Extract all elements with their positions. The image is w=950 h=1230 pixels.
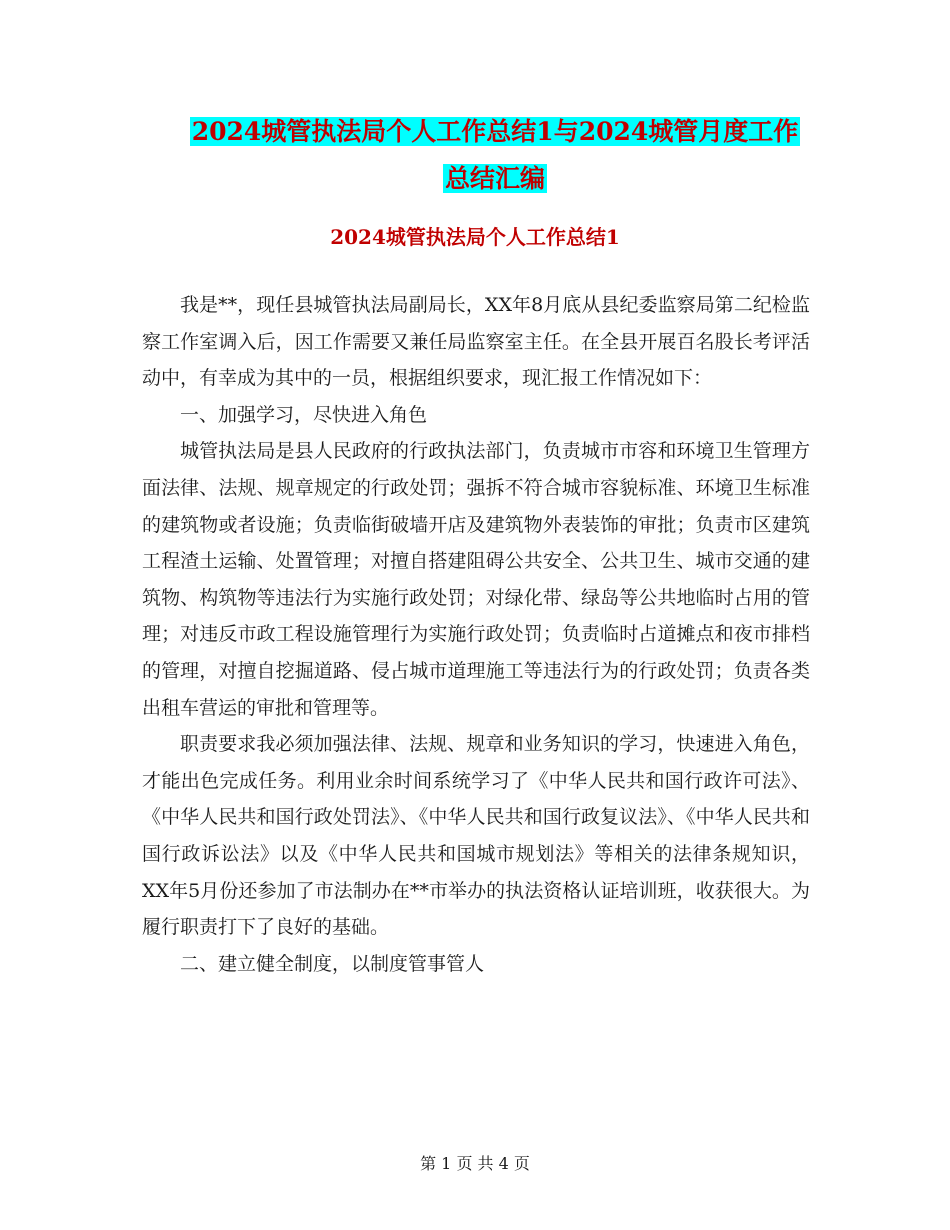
section-title: 2024城管执法局个人工作总结1 bbox=[330, 225, 620, 249]
paragraph-duties: 城管执法局是县人民政府的行政执法部门，负责城市市容和环境卫生管理方面法律、法规、规章规定的行政处罚；强拆不符合城市容貌标准、环境卫生标准的建筑物或者设施；负责临街破墙开店及建筑物外表装饰的审批；负责市区建筑工程渣土运输、处置管理；对擅自搭建阻碍公共安全、公共卫生、城市交通的建筑物、构筑物等违法行为实施行政处罚；对绿化带、绿岛等公共地临时占用的管理；对违反市政工程设施管理行为实施行政处罚；负责临时占道摊点和夜市排档的管理，对擅自挖掘道路、侵占城市道理施工等违法行为的行政处罚；负责各类出租车营运的审批和管理等。 bbox=[142, 440, 810, 719]
document-title-line-1: 2024城管执法局个人工作总结1与2024城管月度工作 bbox=[191, 117, 799, 146]
document-body bbox=[142, 287, 810, 982]
document-title-line-2: 总结汇编 bbox=[444, 164, 545, 193]
heading-two: 二、建立健全制度，以制度管事管人 bbox=[180, 952, 485, 975]
page-footer: 第 1 页 共 4 页 bbox=[420, 1154, 530, 1173]
paragraph-study: 职责要求我必须加强法律、法规、规章和业务知识的学习，快速进入角色，才能出色完成任务。利用业余时间系统学习了《中华人民共和国行政许可法》、《中华人民共和国行政处罚法》、《中华人民共和国行政复议法》、《中华人民共和国行政诉讼法》以及《中华人民共和国城市规划法》等相关的法律条规知识，XX年5月份还参加了市法制办在**市举办的执法资格认证培训班，收获很大。为履行职责打下了良好的基础。 bbox=[142, 733, 810, 939]
heading-one: 一、加强学习，尽快进入角色 bbox=[180, 403, 428, 426]
paragraph-intro: 我是**，现任县城管执法局副局长，XX年8月底从县纪委监察局第二纪检监察工作室调入后，因工作需要又兼任局监察室主任。在全县开展百名股长考评活动中，有幸成为其中的一员，根据组织要求，现汇报工作情况如下： bbox=[142, 294, 810, 390]
document-title bbox=[140, 108, 850, 202]
